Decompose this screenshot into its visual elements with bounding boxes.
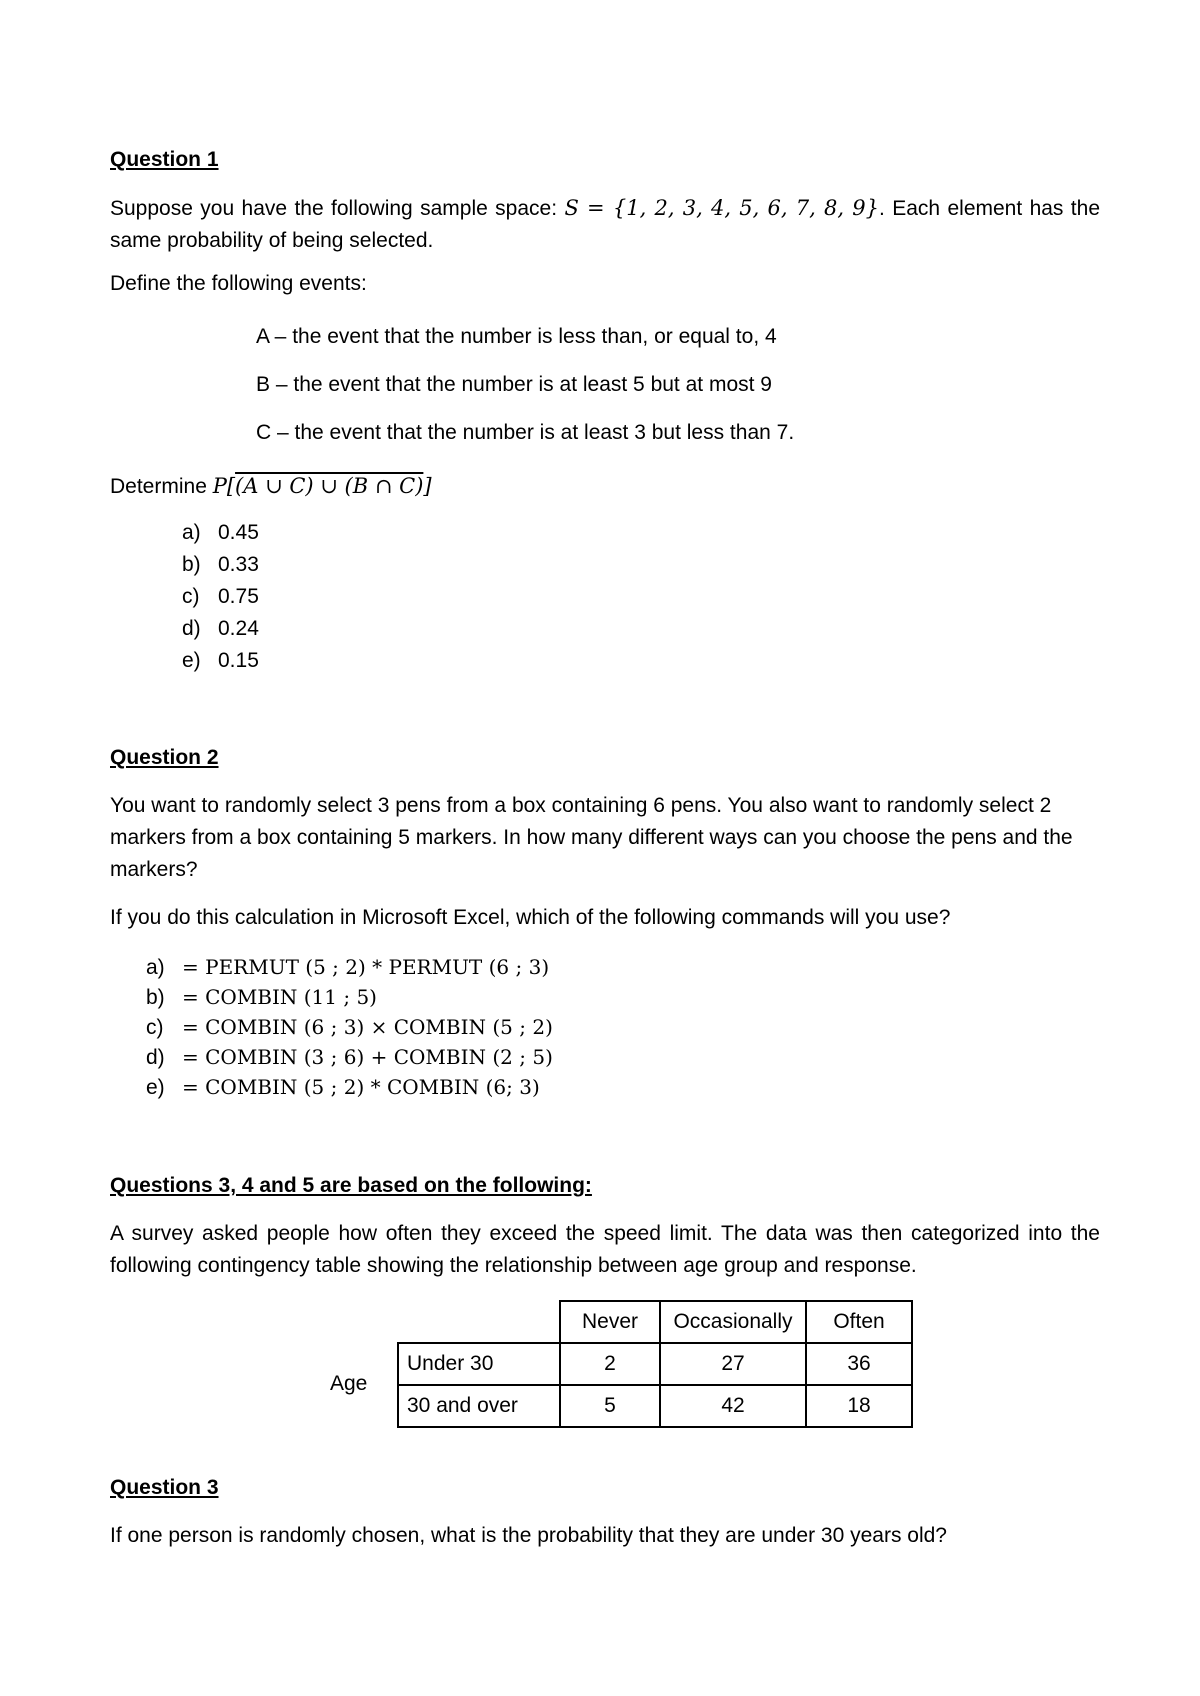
contingency-table xyxy=(397,1300,913,1428)
table-cell: 42 xyxy=(660,1385,806,1427)
row-header: Under 30 xyxy=(398,1343,560,1385)
option-expression: = COMBIN (5 ; 2) * COMBIN (6; 3) xyxy=(182,1075,540,1099)
column-header: Never xyxy=(560,1301,660,1343)
expr-suffix: ] xyxy=(423,474,432,498)
option-label: c) xyxy=(146,1016,164,1039)
event-a: A – the event that the number is less than, or equal to, 4 xyxy=(256,325,777,348)
question-2-body: You want to randomly select 3 pens from a box containing 6 pens. You also want to randomly select 2 markers from a box containing 5 markers. In how many different ways can you choose the pens and the markers? xyxy=(110,794,1073,881)
option-label: a) xyxy=(146,956,165,979)
table-cell: 27 xyxy=(660,1343,806,1385)
q1-option-e xyxy=(182,646,259,676)
column-header: Occasionally xyxy=(660,1301,806,1343)
q2-option-d xyxy=(146,1042,553,1073)
option-value: 0.33 xyxy=(218,553,259,576)
option-label: e) xyxy=(182,649,201,672)
question-3-body: If one person is randomly chosen, what is the probability that they are under 30 years old? xyxy=(110,1524,947,1547)
column-header: Often xyxy=(806,1301,912,1343)
event-c: C – the event that the number is at least 3 but less than 7. xyxy=(256,421,795,444)
expr-complement: (A ∪ C) ∪ (B ∩ C) xyxy=(235,474,424,498)
option-label: b) xyxy=(182,553,201,576)
option-label: d) xyxy=(146,1046,165,1069)
option-value: 0.24 xyxy=(218,617,259,640)
row-header: 30 and over xyxy=(398,1385,560,1427)
row-group-label: Age xyxy=(330,1372,368,1395)
q2-option-b xyxy=(146,982,377,1013)
determine-expression xyxy=(213,474,432,498)
define-events-label: Define the following events: xyxy=(110,272,367,295)
question-3-heading: Question 3 xyxy=(110,1476,219,1499)
question-1-intro xyxy=(110,192,1100,257)
table-cell: 5 xyxy=(560,1385,660,1427)
question-1-heading: Question 1 xyxy=(110,148,219,171)
table-header-row xyxy=(398,1301,912,1343)
option-value: 0.45 xyxy=(218,521,259,544)
q2-option-c xyxy=(146,1012,553,1043)
option-expression: = COMBIN (6 ; 3) × COMBIN (5 ; 2) xyxy=(182,1015,553,1039)
option-label: e) xyxy=(146,1076,165,1099)
question-1-intro-start: Suppose you have the following sample space: xyxy=(110,197,558,220)
option-label: a) xyxy=(182,521,201,544)
event-b: B – the event that the number is at least 5 but at most 9 xyxy=(256,373,772,396)
q1-option-c xyxy=(182,582,259,612)
table-cell: 36 xyxy=(806,1343,912,1385)
option-value: 0.15 xyxy=(218,649,259,672)
question-1-intro-end: . Each element has the same probability of being selected. xyxy=(110,197,1100,252)
table-cell: 2 xyxy=(560,1343,660,1385)
option-label: d) xyxy=(182,617,201,640)
q2-option-a xyxy=(146,952,549,983)
q1-option-a xyxy=(182,518,259,548)
q1-option-d xyxy=(182,614,259,644)
determine-label: Determine xyxy=(110,475,207,498)
table-row xyxy=(398,1343,912,1385)
expr-prefix: P[ xyxy=(212,474,236,498)
table-cell: 18 xyxy=(806,1385,912,1427)
question-2-excel-prompt: If you do this calculation in Microsoft Excel, which of the following commands will you use? xyxy=(110,906,951,929)
q1-option-b xyxy=(182,550,259,580)
sample-space-expression: S = {1, 2, 3, 4, 5, 6, 7, 8, 9} xyxy=(564,196,880,220)
option-expression: = PERMUT (5 ; 2) * PERMUT (6 ; 3) xyxy=(182,955,550,979)
table-row xyxy=(398,1385,912,1427)
empty-corner-cell xyxy=(398,1301,560,1343)
option-value: 0.75 xyxy=(218,585,259,608)
survey-description: A survey asked people how often they exceed the speed limit. The data was then categorized into the following contingency table showing the relationship between age group and response. xyxy=(110,1222,1100,1277)
option-expression: = COMBIN (11 ; 5) xyxy=(182,985,377,1009)
questions-3-5-heading: Questions 3, 4 and 5 are based on the following: xyxy=(110,1174,592,1197)
option-expression: = COMBIN (3 ; 6) + COMBIN (2 ; 5) xyxy=(182,1045,553,1069)
option-label: c) xyxy=(182,585,200,608)
option-label: b) xyxy=(146,986,165,1009)
determine-line xyxy=(110,470,1100,503)
question-2-heading: Question 2 xyxy=(110,746,219,769)
q2-option-e xyxy=(146,1072,540,1103)
